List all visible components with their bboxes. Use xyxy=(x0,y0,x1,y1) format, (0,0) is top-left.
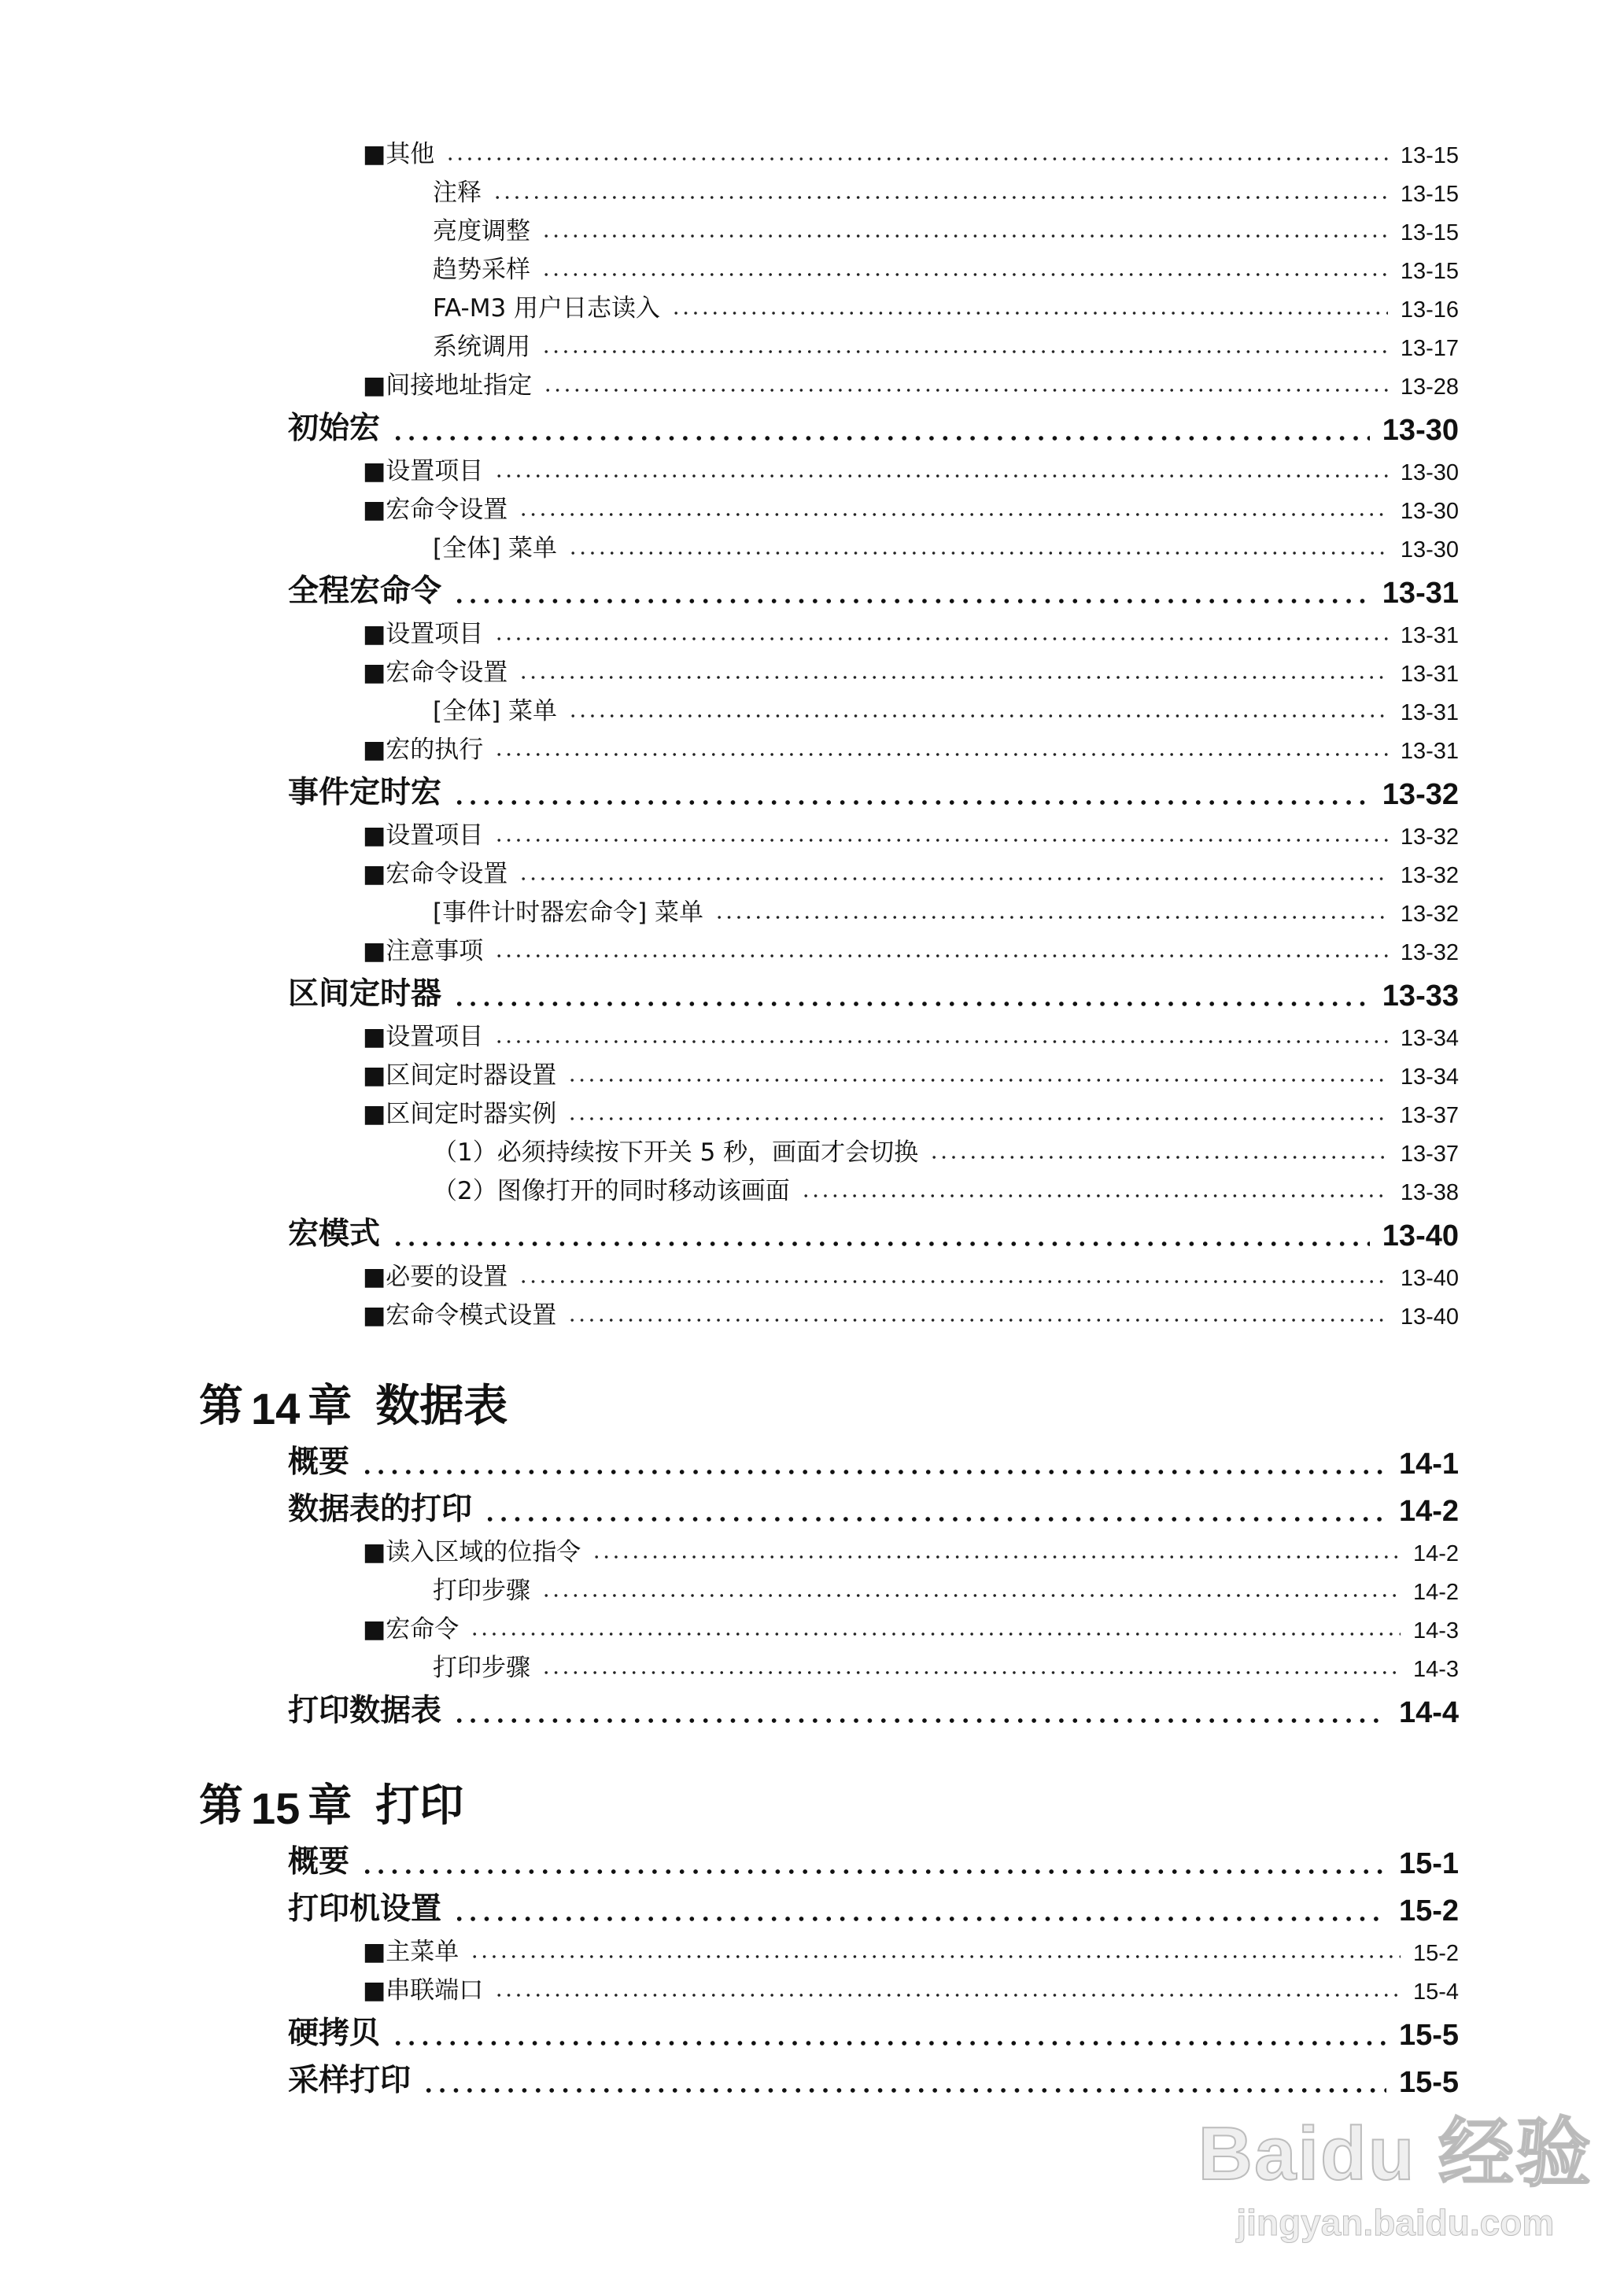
entry-title: ■宏命令设置 xyxy=(363,860,508,888)
page-number: 15-1 xyxy=(1398,1847,1459,1880)
dot-leader xyxy=(470,1954,1401,1959)
dot-leader xyxy=(519,512,1388,517)
dot-leader xyxy=(541,349,1388,354)
page-number: 15-2 xyxy=(1398,1894,1459,1928)
toc-subsection-entry[interactable] xyxy=(363,1253,1459,1292)
page-number: 13-30 xyxy=(1400,499,1459,524)
entry-title: ■读入区域的位指令 xyxy=(363,1538,581,1566)
toc-subsection-entry[interactable] xyxy=(363,1090,1459,1129)
dot-leader xyxy=(541,234,1388,238)
dot-leader xyxy=(494,954,1388,958)
toc-subsection-entry[interactable] xyxy=(363,1292,1459,1330)
toc-section-entry[interactable] xyxy=(288,1206,1459,1253)
baidu-jingyan-watermark xyxy=(1198,2094,1593,2244)
chapter-number: 15 xyxy=(251,1784,301,1833)
page-number: 13-28 xyxy=(1400,374,1459,400)
watermark-brand: Baidu 经验 xyxy=(1198,2112,1593,2196)
toc-section-entry[interactable] xyxy=(288,1683,1459,1730)
entry-title: 宏模式 xyxy=(288,1216,381,1252)
page-number: 13-32 xyxy=(1400,940,1459,965)
page-number: 13-16 xyxy=(1400,297,1459,323)
toc-item-entry[interactable] xyxy=(433,285,1459,323)
toc-subsection-entry[interactable] xyxy=(363,486,1459,525)
chapter-heading xyxy=(199,1378,1624,1434)
entry-title: [全体] 菜单 xyxy=(433,697,558,725)
table-of-contents xyxy=(0,131,1624,2100)
toc-subsection-entry[interactable] xyxy=(363,1606,1459,1644)
page-number: 14-3 xyxy=(1412,1657,1459,1682)
toc-section-entry[interactable] xyxy=(288,1881,1459,1928)
toc-subsection-entry[interactable] xyxy=(363,1013,1459,1052)
entry-title: ■宏命令设置 xyxy=(363,659,508,687)
page-number: 13-30 xyxy=(1400,460,1459,485)
entry-title: ■设置项目 xyxy=(363,457,484,485)
page-number: 13-31 xyxy=(1382,577,1459,610)
entry-title: [事件计时器宏命令] 菜单 xyxy=(433,898,704,927)
entry-title: ■串联端口 xyxy=(363,1976,484,2005)
entry-title: ■主菜单 xyxy=(363,1938,460,1966)
page-number: 13-37 xyxy=(1400,1142,1459,1167)
dot-leader xyxy=(452,1717,1386,1724)
toc-item-entry[interactable] xyxy=(433,169,1459,208)
entry-title: 打印步骤 xyxy=(433,1577,530,1605)
toc-subsection-entry[interactable] xyxy=(363,726,1459,765)
page-number: 13-34 xyxy=(1400,1064,1459,1090)
toc-item-entry[interactable] xyxy=(433,525,1459,563)
toc-item-entry[interactable] xyxy=(433,1168,1459,1206)
dot-leader xyxy=(567,1318,1388,1323)
page-number: 13-32 xyxy=(1382,778,1459,811)
dot-leader xyxy=(568,714,1388,718)
page-number: 15-4 xyxy=(1412,1979,1459,2005)
entry-title: （1）必须持续按下开关 5 秒，画面才会切换 xyxy=(433,1138,919,1167)
entry-title: 注释 xyxy=(433,179,482,207)
dot-leader xyxy=(541,272,1388,277)
entry-title: 系统调用 xyxy=(433,333,530,361)
page-number: 15-5 xyxy=(1398,2066,1459,2099)
page-number: 13-15 xyxy=(1400,220,1459,245)
page-number: 14-2 xyxy=(1398,1495,1459,1528)
page-number: 15-2 xyxy=(1412,1941,1459,1966)
dot-leader xyxy=(494,474,1388,478)
entry-title: 打印数据表 xyxy=(288,1693,442,1728)
dot-leader xyxy=(494,838,1388,843)
entry-title: 采样打印 xyxy=(288,2063,412,2098)
toc-section-entry[interactable] xyxy=(288,1434,1459,1481)
dot-leader xyxy=(801,1193,1388,1198)
toc-subsection-entry[interactable] xyxy=(363,649,1459,688)
page-number: 14-2 xyxy=(1412,1541,1459,1566)
chapter-prefix: 第 xyxy=(199,1381,243,1432)
page-number: 13-38 xyxy=(1400,1180,1459,1205)
page-number: 13-34 xyxy=(1400,1026,1459,1051)
page-number: 14-1 xyxy=(1398,1448,1459,1481)
toc-subsection-entry[interactable] xyxy=(363,1529,1459,1567)
entry-title: 事件定时宏 xyxy=(288,775,442,810)
page-number: 13-31 xyxy=(1400,662,1459,687)
toc-item-entry[interactable] xyxy=(433,688,1459,726)
dot-leader xyxy=(592,1555,1401,1559)
toc-subsection-entry[interactable] xyxy=(363,611,1459,649)
dot-leader xyxy=(360,1469,1386,1475)
entry-title: ■其他 xyxy=(363,140,435,168)
entry-title: ■宏命令设置 xyxy=(363,496,508,524)
chapter-title: 数据表 xyxy=(375,1381,508,1432)
page-number: 13-15 xyxy=(1400,182,1459,207)
toc-subsection-entry[interactable] xyxy=(363,131,1459,169)
toc-item-entry[interactable] xyxy=(433,1129,1459,1168)
entry-title: ■设置项目 xyxy=(363,1023,484,1051)
entry-title: 亮度调整 xyxy=(433,217,530,245)
page-number: 13-17 xyxy=(1400,336,1459,361)
entry-title: 数据表的打印 xyxy=(288,1492,473,1527)
dot-leader xyxy=(483,1516,1386,1522)
dot-leader xyxy=(391,1241,1370,1247)
entry-title: 初始宏 xyxy=(288,411,381,446)
dot-leader xyxy=(445,157,1388,161)
page-number: 13-31 xyxy=(1400,739,1459,764)
entry-title: 区间定时器 xyxy=(288,976,442,1012)
dot-leader xyxy=(470,1632,1401,1636)
dot-leader xyxy=(452,1001,1370,1007)
entry-title: ■区间定时器实例 xyxy=(363,1100,557,1128)
toc-subsection-entry[interactable] xyxy=(363,928,1459,966)
toc-section-entry[interactable] xyxy=(288,2005,1459,2053)
toc-subsection-entry[interactable] xyxy=(363,812,1459,850)
dot-leader xyxy=(519,876,1388,881)
page-number: 14-2 xyxy=(1412,1580,1459,1605)
toc-section-entry[interactable] xyxy=(288,765,1459,812)
dot-leader xyxy=(714,915,1388,920)
chapter-prefix: 第 xyxy=(199,1780,243,1832)
dot-leader xyxy=(568,551,1388,555)
toc-subsection-entry[interactable] xyxy=(363,448,1459,486)
toc-section-entry[interactable] xyxy=(288,966,1459,1013)
toc-subsection-entry[interactable] xyxy=(363,362,1459,400)
page-number: 13-30 xyxy=(1382,414,1459,447)
page-number: 13-32 xyxy=(1400,902,1459,927)
dot-leader xyxy=(541,1670,1401,1675)
dot-leader xyxy=(567,1116,1388,1121)
chapter-suffix: 章 xyxy=(308,1780,352,1832)
dot-leader xyxy=(360,1869,1386,1875)
page-number: 13-15 xyxy=(1400,259,1459,284)
dot-leader xyxy=(494,1993,1401,1998)
page-number: 13-30 xyxy=(1400,537,1459,563)
page-number: 13-32 xyxy=(1400,863,1459,888)
entry-title: 趋势采样 xyxy=(433,256,530,284)
page-number: 13-33 xyxy=(1382,979,1459,1013)
entry-title: （2）图像打开的同时移动该画面 xyxy=(433,1177,790,1205)
chapter-number: 14 xyxy=(251,1384,301,1433)
page-number: 13-40 xyxy=(1400,1304,1459,1330)
toc-section-entry[interactable] xyxy=(288,563,1459,611)
dot-leader xyxy=(452,1916,1386,1922)
entry-title: ■设置项目 xyxy=(363,620,484,648)
toc-item-entry[interactable] xyxy=(433,246,1459,285)
entry-title: ■必要的设置 xyxy=(363,1263,508,1291)
entry-title: ■设置项目 xyxy=(363,821,484,850)
entry-title: ■宏的执行 xyxy=(363,736,484,764)
toc-section-entry[interactable] xyxy=(288,400,1459,448)
toc-item-entry[interactable] xyxy=(433,208,1459,246)
dot-leader xyxy=(929,1155,1388,1160)
toc-section-entry[interactable] xyxy=(288,1481,1459,1529)
toc-subsection-entry[interactable] xyxy=(363,850,1459,889)
page-number: 13-15 xyxy=(1400,143,1459,168)
dot-leader xyxy=(494,636,1388,641)
dot-leader xyxy=(543,388,1388,393)
toc-section-entry[interactable] xyxy=(288,2053,1459,2100)
page-number: 13-37 xyxy=(1400,1103,1459,1128)
dot-leader xyxy=(391,2040,1386,2046)
entry-title: 打印机设置 xyxy=(288,1891,442,1927)
dot-leader xyxy=(519,1279,1388,1284)
toc-item-entry[interactable] xyxy=(433,323,1459,362)
dot-leader xyxy=(567,1078,1388,1083)
page-number: 13-32 xyxy=(1400,825,1459,850)
entry-title: 打印步骤 xyxy=(433,1654,530,1682)
dot-leader xyxy=(422,2087,1386,2094)
dot-leader xyxy=(493,195,1388,200)
toc-item-entry[interactable] xyxy=(433,1644,1459,1683)
chapter-title: 打印 xyxy=(375,1780,464,1832)
dot-leader xyxy=(391,435,1370,441)
entry-title: 硬拷贝 xyxy=(288,2016,381,2051)
dot-leader xyxy=(452,799,1370,806)
entry-title: ■宏命令模式设置 xyxy=(363,1301,557,1330)
page-number: 13-40 xyxy=(1382,1219,1459,1252)
dot-leader xyxy=(541,1593,1401,1598)
dot-leader xyxy=(671,311,1388,315)
entry-title: ■间接地址指定 xyxy=(363,371,533,400)
entry-title: 概要 xyxy=(288,1844,350,1880)
page-number: 14-3 xyxy=(1412,1618,1459,1644)
entry-title: 全程宏命令 xyxy=(288,574,442,609)
toc-subsection-entry[interactable] xyxy=(363,1967,1459,2005)
dot-leader xyxy=(452,598,1370,604)
watermark-url: jingyan.baidu.com xyxy=(1236,2202,1555,2243)
toc-subsection-entry[interactable] xyxy=(363,1928,1459,1967)
page-number: 13-31 xyxy=(1400,700,1459,725)
toc-item-entry[interactable] xyxy=(433,889,1459,928)
toc-item-entry[interactable] xyxy=(433,1567,1459,1606)
entry-title: [全体] 菜单 xyxy=(433,534,558,563)
chapter-heading xyxy=(199,1777,1624,1834)
entry-title: ■区间定时器设置 xyxy=(363,1061,557,1090)
dot-leader xyxy=(519,675,1388,680)
page-number: 13-40 xyxy=(1400,1266,1459,1291)
entry-title: ■宏命令 xyxy=(363,1615,460,1644)
toc-subsection-entry[interactable] xyxy=(363,1052,1459,1090)
page-number: 14-4 xyxy=(1398,1696,1459,1729)
page-number: 13-31 xyxy=(1400,623,1459,648)
entry-title: FA-M3 用户日志读入 xyxy=(433,294,661,323)
chapter-suffix: 章 xyxy=(308,1381,352,1432)
toc-section-entry[interactable] xyxy=(288,1834,1459,1881)
page-number: 15-5 xyxy=(1398,2019,1459,2052)
entry-title: 概要 xyxy=(288,1444,350,1480)
dot-leader xyxy=(494,752,1388,757)
entry-title: ■注意事项 xyxy=(363,937,484,965)
dot-leader xyxy=(494,1039,1388,1044)
